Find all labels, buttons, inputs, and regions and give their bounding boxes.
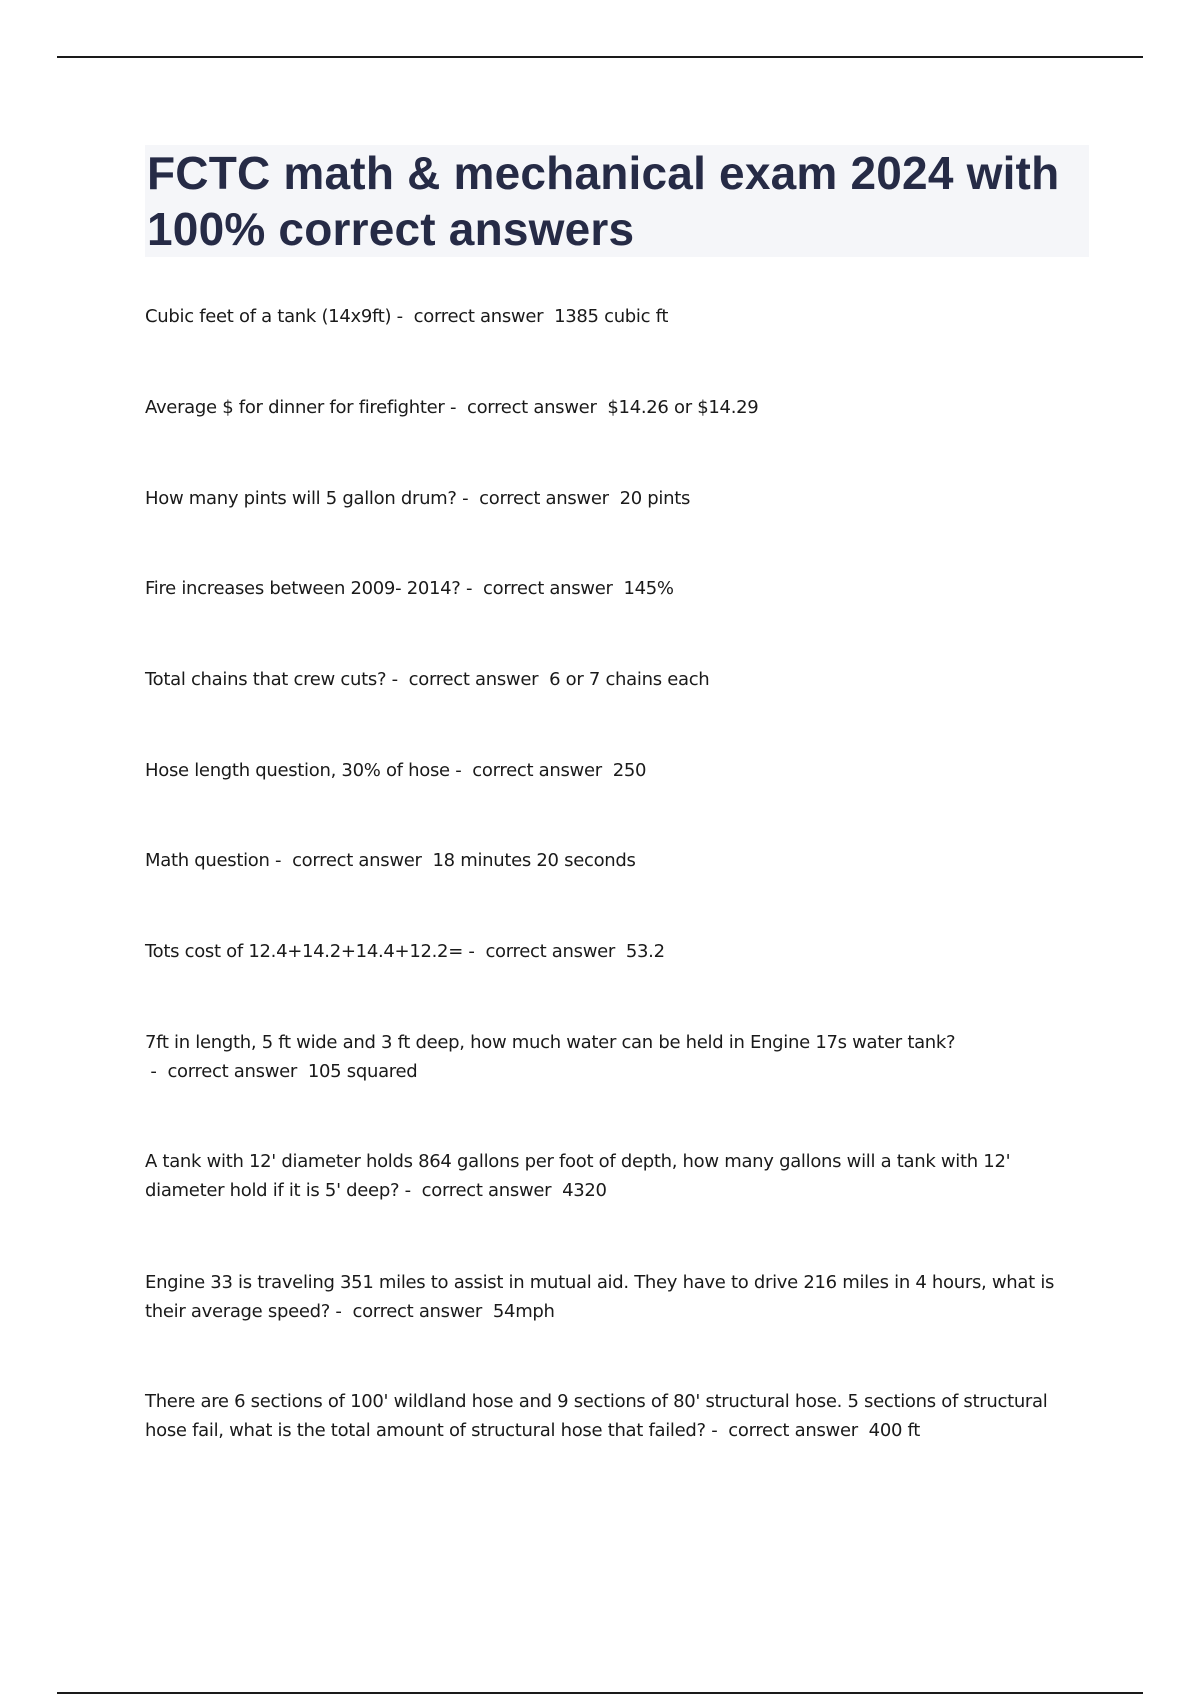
answer-separator: - correct answer [456,488,620,509]
answer-text: 18 minutes 20 seconds [432,850,636,871]
document-title: FCTC math & mechanical exam 2024 with 100% correct answers [147,147,1060,255]
answer-text: 53.2 [625,941,665,962]
question-text: Fire increases between 2009- 2014? [145,578,461,599]
qa-item [145,756,1085,785]
question-text: Average $ for dinner for firefighter [145,397,445,418]
question-text: There are 6 sections of 100' wildland hose and 9 sections of 80' structural hose. 5 sections of structural hose fail, what is the total amount of structural hose that failed? [145,1391,1048,1441]
qa-item [145,1387,1085,1445]
question-text: Total chains that crew cuts? [145,669,387,690]
answer-separator: - correct answer [460,578,624,599]
answer-text: 400 ft [868,1420,921,1441]
question-text: Cubic feet of a tank (14x9ft) [145,306,392,327]
question-text: 7ft in length, 5 ft wide and 3 ft deep, how much water can be held in Engine 17s water tank? [145,1032,956,1053]
qa-item [145,1268,1085,1326]
question-text: Math question [145,850,270,871]
answer-text: $14.26 or $14.29 [607,397,759,418]
qa-item [145,393,1085,422]
answer-separator: - correct answer [330,1301,493,1322]
answer-separator: - correct answer [705,1420,869,1441]
question-text: How many pints will 5 gallon drum? [145,488,457,509]
qa-item [145,302,1085,331]
answer-text: 20 pints [619,488,691,509]
answer-text: 4320 [562,1180,607,1201]
answer-separator: - correct answer [386,669,550,690]
qa-item [145,484,1085,513]
answer-separator: - correct answer [269,850,433,871]
answer-text: 105 squared [307,1061,418,1082]
bottom-rule [57,1692,1143,1694]
qa-item [145,665,1085,694]
title-block [145,145,1089,257]
top-rule [57,56,1143,58]
answer-text: 54mph [492,1301,555,1322]
answer-text: 250 [612,760,647,781]
answer-text: 6 or 7 chains each [549,669,710,690]
answer-separator: - correct answer [444,397,608,418]
qa-item [145,1147,1085,1205]
answer-separator: - correct answer [399,1180,563,1201]
question-text: Engine 33 is traveling 351 miles to assist in mutual aid. They have to drive 216 miles in 4 hours, what is their average speed? [145,1272,1055,1322]
answer-separator: - correct answer [391,306,555,327]
qa-item [145,846,1085,875]
qa-item [145,1028,1085,1086]
qa-item [145,574,1085,603]
question-text: Hose length question, 30% of hose [145,760,450,781]
answer-separator: - correct answer [449,760,613,781]
qa-item [145,937,1085,966]
answer-text: 145% [623,578,674,599]
question-text: A tank with 12' diameter holds 864 gallons per foot of depth, how many gallons will a tank with 12' diameter hold if it is 5' deep? [145,1151,1011,1201]
answer-separator: - correct answer [145,1061,308,1082]
question-text: Tots cost of 12.4+14.2+14.4+12.2= [145,941,463,962]
answer-text: 1385 cubic ft [554,306,669,327]
answer-separator: - correct answer [463,941,626,962]
